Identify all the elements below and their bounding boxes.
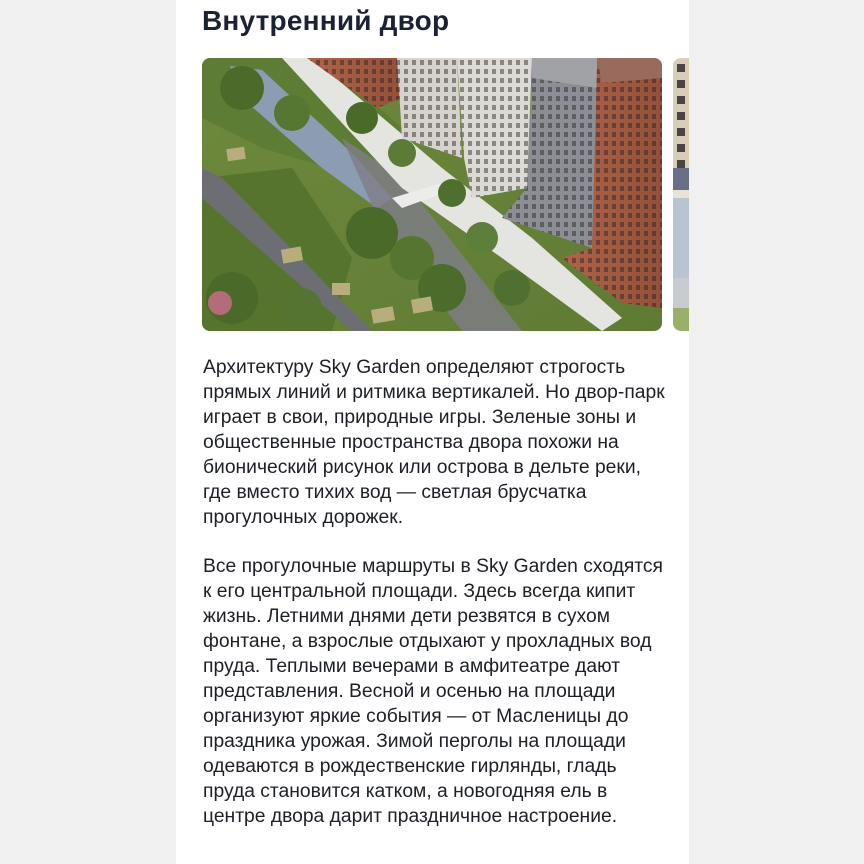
image-carousel[interactable] [202, 58, 689, 332]
building-image [673, 58, 689, 331]
carousel-slide-building[interactable] [673, 58, 689, 331]
section-title: Внутренний двор [202, 5, 450, 36]
carousel-slide-courtyard[interactable] [202, 58, 662, 331]
paragraph-architecture: Архитектуру Sky Garden определяют строгость прямых линий и ритмика вертикалей. Но двор-парк играет в свои, природные игры. Зеленые зоны и общественные пространства двора похожи на бионический рисунок или острова в дельте реки, где вместо тихих вод — светлая брусчатка прогулочных дорожек. [203, 357, 665, 528]
aerial-courtyard-image [202, 58, 662, 331]
paragraph-central-square: Все прогулочные маршруты в Sky Garden сходятся к его центральной площади. Здесь всегда кипит жизнь. Летними днями дети резвятся в сухом фонтане, а взрослые отдыхают у прохладных вод пруда. Теплыми вечерами в амфитеатре дают представления. Весной и осенью на площади организуют яркие события — от Масленицы до праздника урожая. Зимой перголы на площади одеваются в рождественские гирлянды, гладь пруда становится катком, а новогодняя ель в центре двора дарит праздничное настроение. [203, 556, 664, 827]
content-column [176, 0, 689, 864]
